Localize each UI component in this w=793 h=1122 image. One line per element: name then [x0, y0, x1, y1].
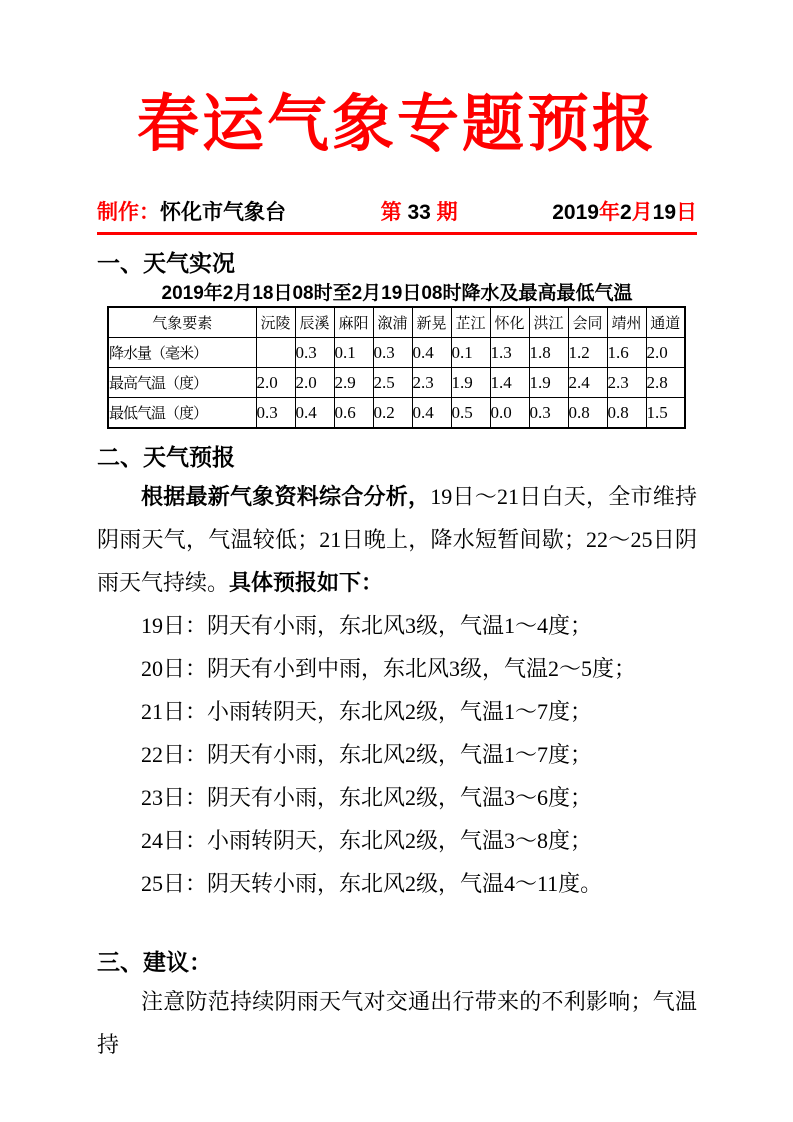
table-cell: 0.4	[412, 398, 451, 429]
producer-label: 制作：	[97, 201, 160, 225]
daily-forecast-line: 20日：阴天有小到中雨，东北风3级，气温2～5度；	[141, 656, 637, 682]
masthead	[97, 200, 697, 226]
daily-forecast-line: 19日：阴天有小雨，东北风3级，气温1～4度；	[141, 613, 593, 639]
date-day: 19	[652, 201, 676, 225]
table-cell: 0.1	[334, 338, 373, 368]
table-header-cell: 新晃	[412, 307, 451, 338]
table-cell: 0.3	[295, 338, 334, 368]
masthead-divider	[97, 232, 697, 235]
daily-forecast-line: 21日：小雨转阴天，东北风2级，气温1～7度；	[141, 699, 593, 725]
table-row-label: 最高气温（度）	[108, 368, 256, 398]
section-heading-actual: 一、天气实况	[97, 250, 235, 277]
table-cell: 1.9	[451, 368, 490, 398]
forecast-intro-lead: 根据最新气象资料综合分析，	[141, 484, 431, 510]
table-cell: 0.5	[451, 398, 490, 429]
producer-org: 怀化市气象台	[160, 201, 286, 225]
section-heading-forecast: 二、天气预报	[97, 444, 235, 471]
date-day-unit: 日	[676, 201, 697, 225]
table-cell: 1.2	[568, 338, 607, 368]
table-row-label: 降水量（毫米）	[108, 338, 256, 368]
table-cell: 0.3	[256, 398, 295, 429]
issue-prefix: 第	[380, 201, 402, 225]
table-cell: 2.0	[256, 368, 295, 398]
table-cell: 0.1	[451, 338, 490, 368]
forecast-intro-body: 19日～21日白天，全市维持阴雨天气，气温较低；21日晚上，降水短暂间歇；22～25日阴雨天气持续。	[97, 484, 697, 596]
table-header-cell: 沅陵	[256, 307, 295, 338]
table-cell: 2.5	[373, 368, 412, 398]
issue-date	[552, 200, 697, 226]
table-cell: 2.0	[646, 338, 685, 368]
daily-forecast-list	[97, 604, 697, 905]
table-header-cell: 靖州	[607, 307, 646, 338]
table-cell: 1.3	[490, 338, 529, 368]
table-cell: 0.4	[295, 398, 334, 429]
table-header-cell: 芷江	[451, 307, 490, 338]
table-cell: 1.4	[490, 368, 529, 398]
table-cell: 1.9	[529, 368, 568, 398]
date-year: 2019	[552, 201, 599, 225]
table-header-cell: 气象要素	[108, 307, 256, 338]
advice-text: 注意防范持续阴雨天气对交通出行带来的不利影响；气温持	[97, 989, 697, 1058]
table-cell: 2.3	[607, 368, 646, 398]
table-cell: 0.6	[334, 398, 373, 429]
daily-forecast-line: 24日：小雨转阴天，东北风2级，气温3～8度；	[141, 828, 593, 854]
table-cell	[256, 338, 295, 368]
weather-table	[107, 306, 686, 429]
table-cell: 0.8	[568, 398, 607, 429]
table-cell: 0.4	[412, 338, 451, 368]
table-row	[108, 338, 685, 368]
weather-table-title: 2019年2月18日08时至2月19日08时降水及最高最低气温	[161, 283, 633, 305]
issue-value: 33	[407, 201, 431, 225]
date-month-unit: 月	[631, 201, 653, 225]
table-cell: 1.6	[607, 338, 646, 368]
producer	[97, 200, 286, 226]
document-title: 春运气象专题预报	[136, 91, 657, 159]
table-cell: 2.9	[334, 368, 373, 398]
table-header-cell: 麻阳	[334, 307, 373, 338]
daily-forecast-line: 23日：阴天有小雨，东北风2级，气温3～6度；	[141, 785, 593, 811]
daily-forecast-line: 22日：阴天有小雨，东北风2级，气温1～7度；	[141, 742, 593, 768]
table-cell: 2.0	[295, 368, 334, 398]
table-cell: 0.3	[529, 398, 568, 429]
section-heading-advice: 三、建议：	[97, 949, 212, 976]
table-header-row	[108, 307, 685, 338]
table-header-cell: 通道	[646, 307, 685, 338]
table-cell: 1.5	[646, 398, 685, 429]
table-cell: 2.3	[412, 368, 451, 398]
table-cell: 0.2	[373, 398, 412, 429]
table-cell: 0.0	[490, 398, 529, 429]
table-header-cell: 辰溪	[295, 307, 334, 338]
table-row	[108, 368, 685, 398]
table-header-cell: 怀化	[490, 307, 529, 338]
forecast-intro-tail: 具体预报如下：	[229, 570, 384, 596]
forecast-intro	[97, 475, 697, 604]
table-cell: 1.8	[529, 338, 568, 368]
table-cell: 0.3	[373, 338, 412, 368]
table-row-label: 最低气温（度）	[108, 398, 256, 429]
issue-number	[381, 200, 458, 226]
table-cell: 2.4	[568, 368, 607, 398]
table-cell: 2.8	[646, 368, 685, 398]
table-header-cell: 会同	[568, 307, 607, 338]
table-header-cell: 溆浦	[373, 307, 412, 338]
date-year-unit: 年	[598, 201, 620, 225]
table-row	[108, 398, 685, 429]
table-cell: 0.8	[607, 398, 646, 429]
date-month: 2	[619, 201, 632, 225]
table-header-cell: 洪江	[529, 307, 568, 338]
issue-suffix: 期	[436, 201, 458, 225]
daily-forecast-line: 25日：阴天转小雨，东北风2级，气温4～11度。	[141, 871, 603, 897]
